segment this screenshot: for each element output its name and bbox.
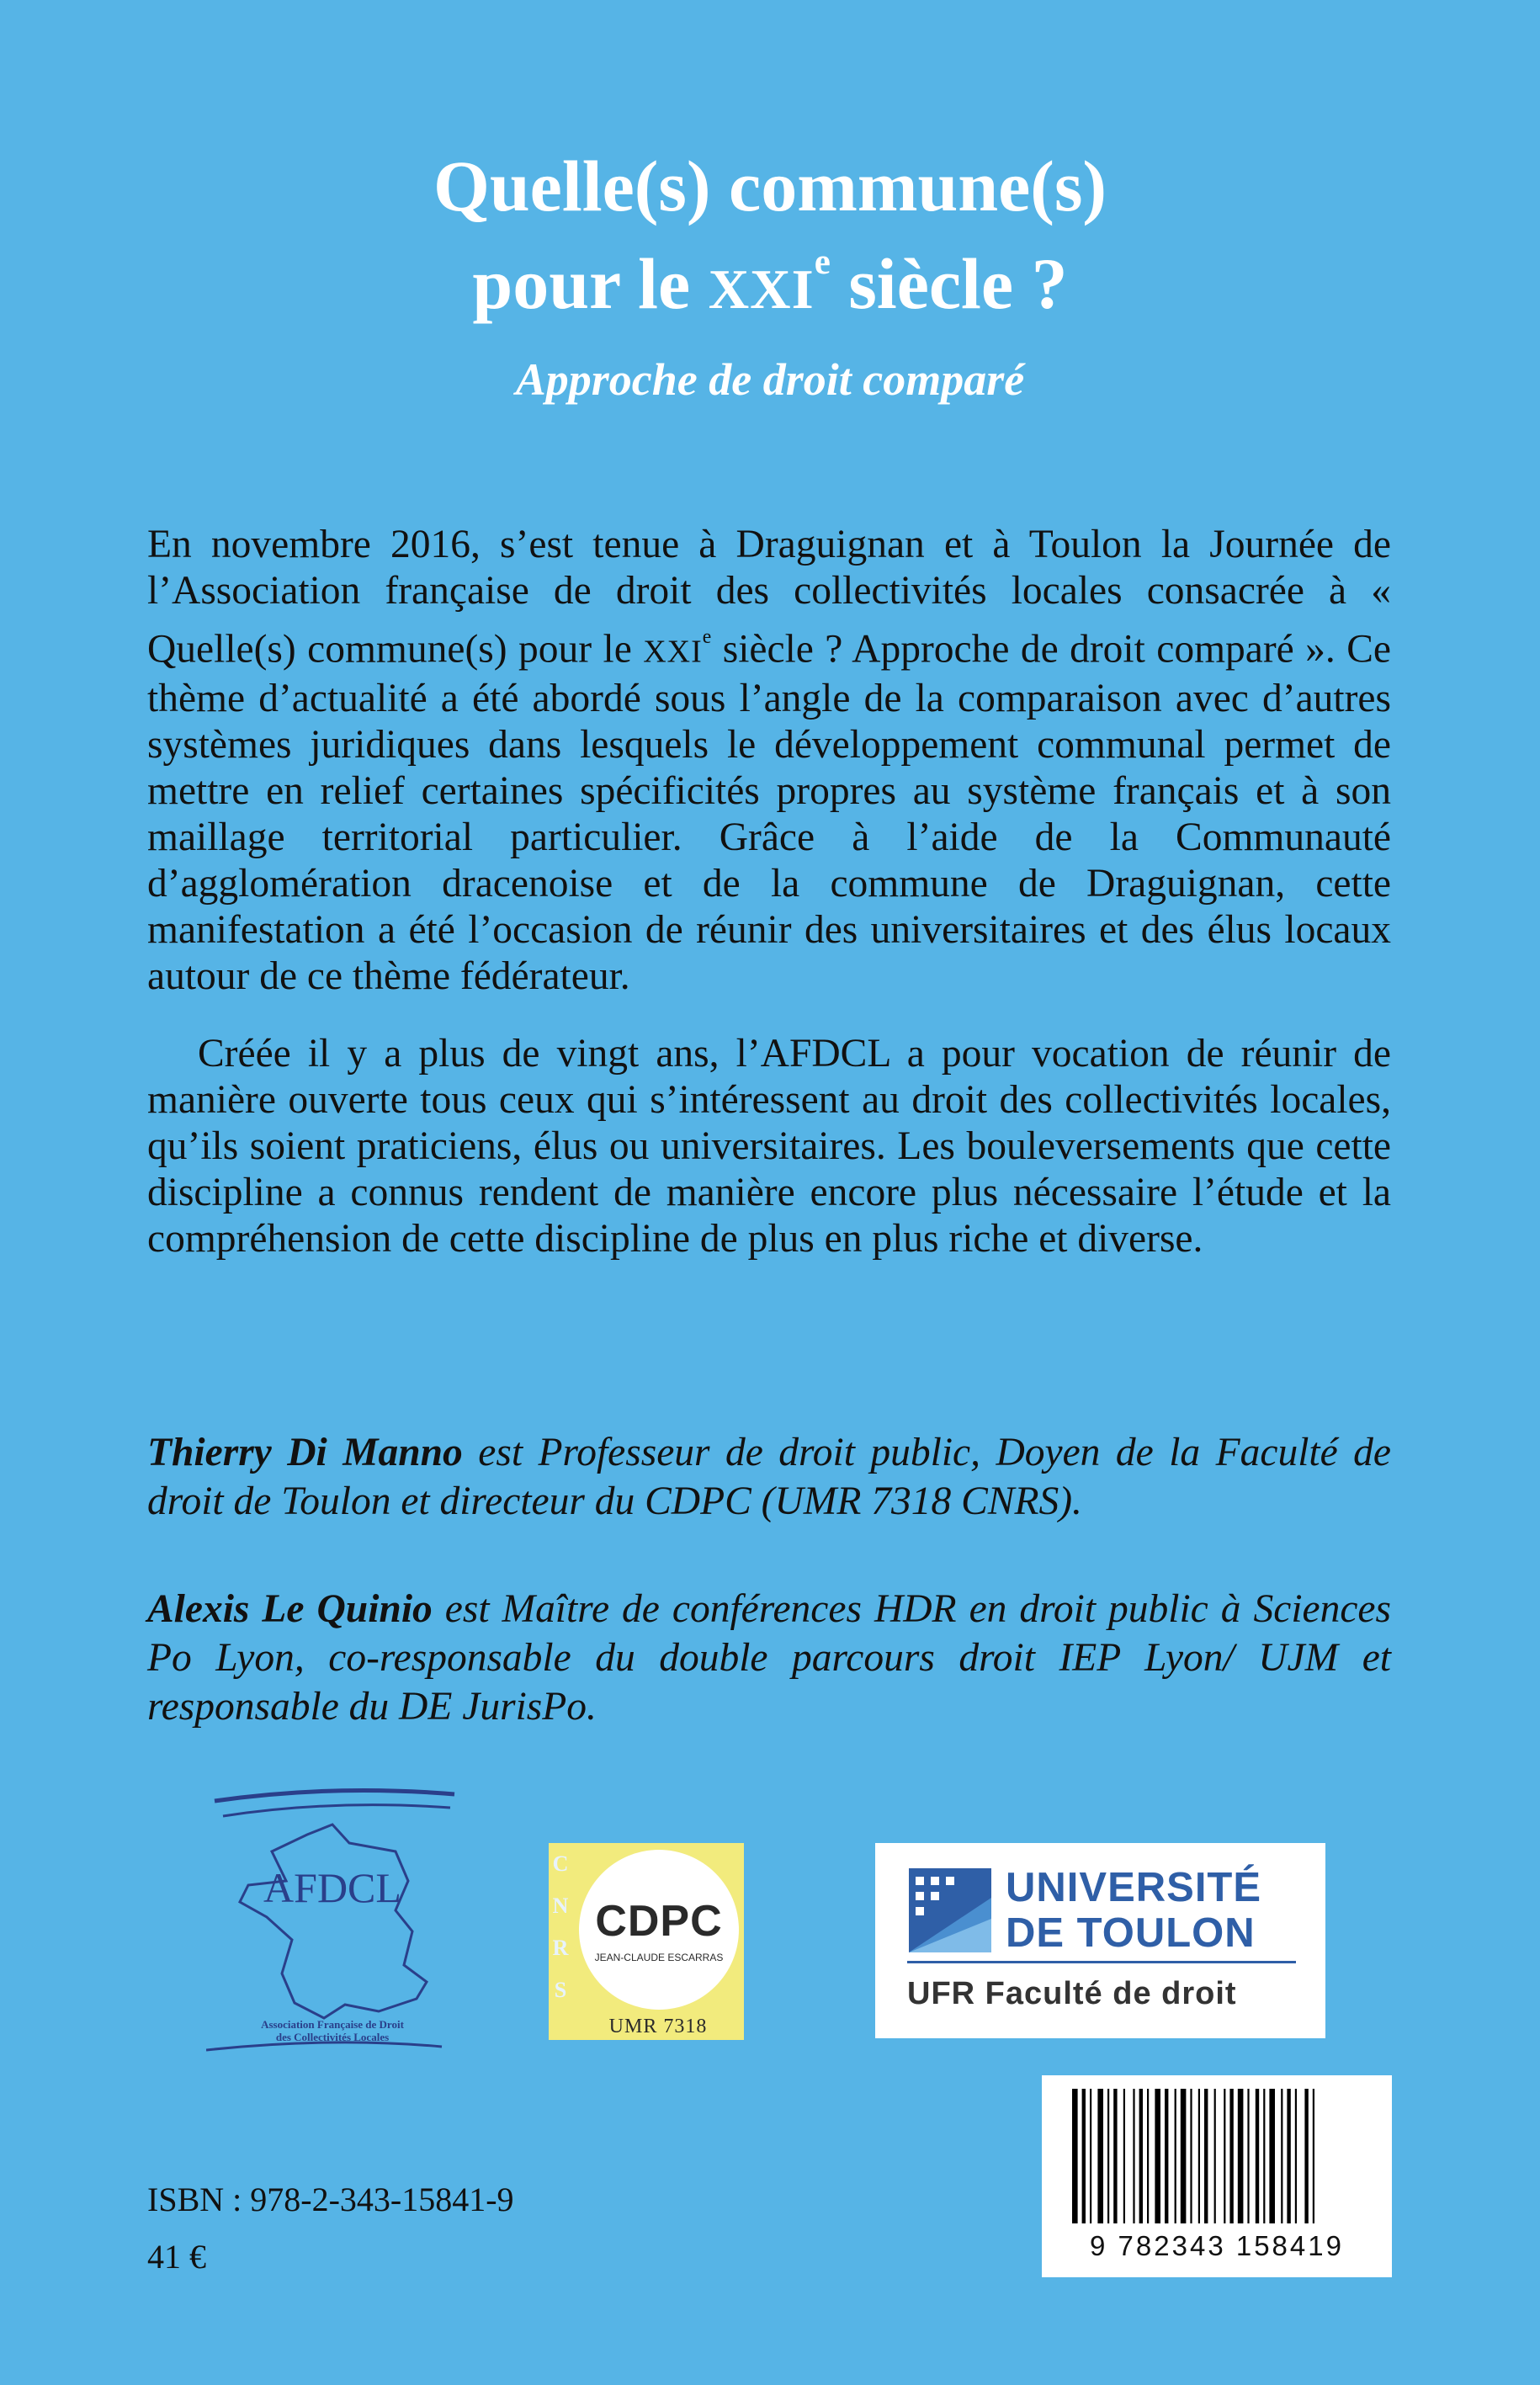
barcode-bar xyxy=(1204,2089,1208,2223)
title-century-sup: e xyxy=(814,242,831,282)
univ-name-line2: DE TOULON xyxy=(1006,1910,1256,1956)
barcode-bar xyxy=(1281,2089,1282,2223)
book-title-line2 xyxy=(0,242,1540,324)
universite-toulon-logo xyxy=(875,1843,1325,2038)
barcode-bar xyxy=(1295,2089,1297,2223)
cdpc-subname: JEAN-CLAUDE ESCARRAS xyxy=(594,1952,724,1963)
description-paragraph-1 xyxy=(147,522,1391,1000)
barcode-bar xyxy=(1263,2089,1265,2223)
barcode-bar xyxy=(1198,2089,1200,2223)
cdpc-name: CDPC xyxy=(595,1897,723,1946)
barcode-bar xyxy=(1123,2089,1125,2223)
barcode-bar xyxy=(1175,2089,1176,2223)
barcode-bar xyxy=(1190,2089,1192,2223)
barcode-bar xyxy=(1269,2089,1275,2223)
isbn: ISBN : 978-2-343-15841-9 xyxy=(147,2180,514,2218)
barcode-bar xyxy=(1072,2089,1078,2223)
title-century: XXI xyxy=(708,257,815,321)
p2-text: Créée il y a plus de vingt ans, l’AFDCL a pour vocation de réunir de manière ouverte tous ceux qui s’intéressent au droit des collectivités locales, qu’ils soient praticiens, élus ou universitaires. Les bouleversements que cette discipline a connus rendent de manière encore plus nécessaire l’étude et la compréhension de cette discipline de plus en plus riche et diverse. xyxy=(147,1032,1391,1261)
cnrs-letter: N xyxy=(552,1894,569,1918)
univ-name-line1: UNIVERSITÉ xyxy=(1006,1865,1262,1910)
univ-mark-icon xyxy=(909,1868,991,1952)
barcode-bar xyxy=(1304,2089,1308,2223)
univ-name xyxy=(1006,1865,1261,1956)
barcode-bar xyxy=(1139,2089,1143,2223)
author-bio-text: est Professeur de droit public, Doyen de la Faculté de droit de Toulon et directeur du CDPC (UMR 7318 CNRS). xyxy=(147,1431,1391,1523)
barcode-bar xyxy=(1229,2089,1233,2223)
barcode-bar xyxy=(1097,2089,1103,2223)
description-paragraph-2 xyxy=(147,1031,1391,1262)
barcode-bar xyxy=(1247,2089,1249,2223)
cdpc-umr: UMR 7318 xyxy=(608,2016,708,2037)
author-bio-2 xyxy=(147,1585,1391,1731)
p1-text-a: En novembre 2016, s’est tenue à Draguignan et à Toulon la Journée de l’Association française de droit des collectivités locales consacrée à « Quelle(s) commune(s) pour le xyxy=(147,523,1391,672)
book-subtitle: Approche de droit comparé xyxy=(515,354,1025,405)
barcode-bar xyxy=(1214,2089,1216,2223)
cnrs-letter: R xyxy=(552,1936,569,1960)
barcode xyxy=(1042,2075,1392,2277)
cnrs-letter: S xyxy=(554,1978,567,2002)
author-bio-text: est Maître de conférences HDR en droit public à Sciences Po Lyon, co-responsable du double parcours droit IEP Lyon/ UJM et responsable du DE JurisPo. xyxy=(147,1587,1391,1729)
title-prefix: pour le xyxy=(472,242,709,324)
price: 41 € xyxy=(147,2238,206,2276)
univ-divider xyxy=(907,1961,1296,1963)
cdpc-circle xyxy=(579,1850,739,2010)
barcode-bar xyxy=(1155,2089,1160,2223)
barcode-bar xyxy=(1082,2089,1086,2223)
afdcl-map-icon xyxy=(206,1784,459,2053)
barcode-bar xyxy=(1133,2089,1134,2223)
barcode-bar xyxy=(1238,2089,1244,2223)
p1-century: XXI xyxy=(643,634,703,670)
afdcl-caption-1: Association Française de Droit xyxy=(261,2018,404,2031)
cnrs-letter: C xyxy=(552,1851,569,1876)
p1-century-sup: e xyxy=(702,626,712,648)
cnrs-vertical-label xyxy=(549,1843,572,2011)
afdcl-logo xyxy=(206,1784,459,2053)
afdcl-name: AFDCL xyxy=(263,1864,401,1911)
author-bio-1 xyxy=(147,1428,1391,1526)
barcode-bar xyxy=(1256,2089,1259,2223)
author-name: Alexis Le Quinio xyxy=(147,1587,433,1631)
barcode-bar xyxy=(1287,2089,1290,2223)
afdcl-caption-2: des Collectivités Locales xyxy=(275,2031,390,2043)
barcode-bar xyxy=(1181,2089,1187,2223)
barcode-bar xyxy=(1090,2089,1091,2223)
barcode-bar xyxy=(1313,2089,1314,2223)
barcode-bar xyxy=(1107,2089,1109,2223)
cdpc-logo xyxy=(549,1843,744,2040)
univ-ufr: UFR Faculté de droit xyxy=(907,1976,1237,2011)
barcode-digits: 9 782343 158419 xyxy=(1090,2230,1344,2261)
barcode-bar xyxy=(1147,2089,1149,2223)
p1-text-b: siècle ? Approche de droit comparé ». Ce thème d’actualité a été abordé sous l’angle de la comparaison avec d’autres systèmes juridiques dans lesquels le développement communal permet de mettre en relief certaines spécificités propres au système français et à son maillage territorial particulier. Grâce à l’aide de la Communauté d’agglomération dracenoise et de la commune de Draguignan, cette manifestation a été l’occasion de réunir des universitaires et des élus locaux autour de ce thème fédérateur. xyxy=(147,627,1391,998)
barcode-bar xyxy=(1113,2089,1117,2223)
author-name: Thierry Di Manno xyxy=(147,1431,463,1474)
barcode-bar xyxy=(1165,2089,1168,2223)
book-title-line1: Quelle(s) commune(s) xyxy=(433,146,1107,226)
barcode-bar xyxy=(1224,2089,1225,2223)
title-suffix: siècle ? xyxy=(830,242,1068,324)
